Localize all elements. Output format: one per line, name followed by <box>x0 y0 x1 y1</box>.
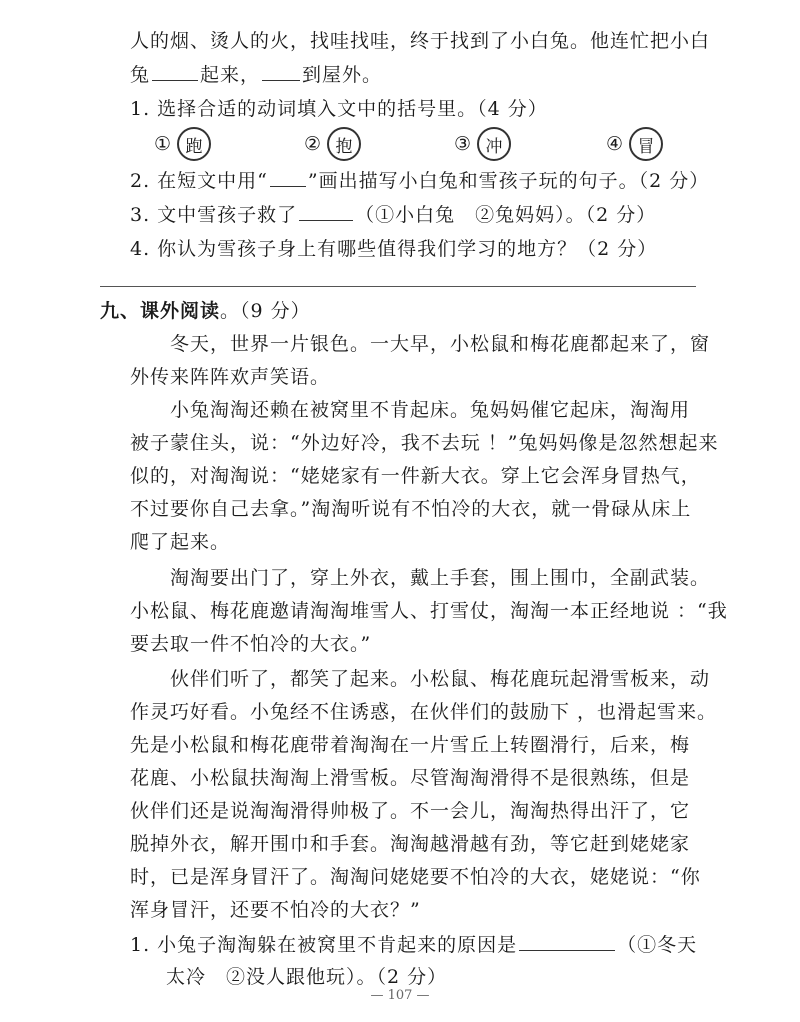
passage-line: 小松鼠、梅花鹿邀请淘淘堆雪人、打雪仗，淘淘一本正经地说 ：“我 <box>130 600 728 622</box>
passage-line: 花鹿、小松鼠扶淘淘上滑雪板。尽管淘淘滑得不是很熟练，但是 <box>130 767 691 789</box>
passage-line: 冬天，世界一片银色。一大早，小松鼠和梅花鹿都起来了，窗 <box>130 333 711 355</box>
section-title: 九、课外阅读 <box>100 300 221 322</box>
question-2: 2. 在短文中用“ ”画出描写小白兔和雪孩子玩的句子。（2 分） <box>130 166 709 193</box>
passage-line: 伙伴们听了，都笑了起来。小松鼠、梅花鹿玩起滑雪板来，动 <box>130 668 711 690</box>
section-heading <box>100 296 311 323</box>
circled-char: 冲 <box>477 127 511 161</box>
passage-line: 爬了起来。 <box>130 531 231 553</box>
option-4[interactable]: ④ 冒 <box>606 127 663 161</box>
passage-line: 伙伴们还是说淘淘滑得帅极了。不一会儿，淘淘热得出汗了，它 <box>130 800 691 822</box>
circled-char: 冒 <box>629 127 663 161</box>
reading-question-1: 1. 小兔子淘淘躲在被窝里不肯起来的原因是 （①冬天 <box>130 930 697 957</box>
passage-line: 浑身冒汗，还要不怕冷的大衣？” <box>130 899 421 921</box>
story-line: 兔 起来， 到屋外。 <box>130 60 382 87</box>
passage-line: 小兔淘淘还赖在被窝里不肯起床。兔妈妈催它起床，淘淘用 <box>130 399 691 421</box>
passage-line: 作灵巧好看。小兔经不住诱惑，在伙伴们的鼓励下 ，也滑起雪来。 <box>130 701 718 723</box>
passage-line: 外传来阵阵欢声笑语。 <box>130 366 331 388</box>
passage-line: 被子蒙住头，说：“外边好冷，我不去玩 ！”兔妈妈像是忽然想起来 <box>130 432 719 454</box>
question-3: 3. 文中雪孩子救了 （①小白兔 ②兔妈妈）。（2 分） <box>130 200 656 227</box>
story-line: 人的烟、烫人的火，找哇找哇，终于找到了小白兔。他连忙把小白 <box>130 30 711 52</box>
fill-blank[interactable] <box>519 931 615 951</box>
option-1[interactable]: ① 跑 <box>154 127 211 161</box>
passage-line: 先是小松鼠和梅花鹿带着淘淘在一片雪丘上转圈滑行，后来，梅 <box>130 734 691 756</box>
reading-question-1-cont: 太冷 ②没人跟他玩）。（2 分） <box>166 966 448 988</box>
passage-line: 似的，对淘淘说：“姥姥家有一件新大衣。穿上它会浑身冒热气， <box>130 465 701 487</box>
passage-line: 要去取一件不怕冷的大衣。” <box>130 633 372 655</box>
circled-char: 抱 <box>327 127 361 161</box>
page-number: — 107 — <box>370 988 430 1003</box>
question-4: 4. 你认为雪孩子身上有哪些值得我们学习的地方？（2 分） <box>130 238 658 260</box>
fill-blank[interactable] <box>299 201 353 221</box>
passage-line: 时，已是浑身冒汗了。淘淘问姥姥要不怕冷的大衣，姥姥说：“你 <box>130 866 701 888</box>
circled-char: 跑 <box>177 127 211 161</box>
verb-options <box>140 127 700 167</box>
fill-blank[interactable] <box>152 61 198 81</box>
fill-blank[interactable] <box>262 61 300 81</box>
underline-sample <box>270 167 306 187</box>
answer-line[interactable] <box>100 286 696 287</box>
passage-line: 不过要你自己去拿。”淘淘听说有不怕冷的大衣，就一骨碌从床上 <box>130 498 692 520</box>
passage-line: 淘淘要出门了，穿上外衣，戴上手套，围上围巾，全副武装。 <box>130 567 711 589</box>
option-3[interactable]: ③ 冲 <box>454 127 511 161</box>
passage-line: 脱掉外衣，解开围巾和手套。淘淘越滑越有劲，等它赶到姥姥家 <box>130 833 691 855</box>
option-2[interactable]: ② 抱 <box>304 127 361 161</box>
question-1: 1. 选择合适的动词填入文中的括号里。（4 分） <box>130 98 548 120</box>
section-points: 。（9 分） <box>220 300 311 322</box>
